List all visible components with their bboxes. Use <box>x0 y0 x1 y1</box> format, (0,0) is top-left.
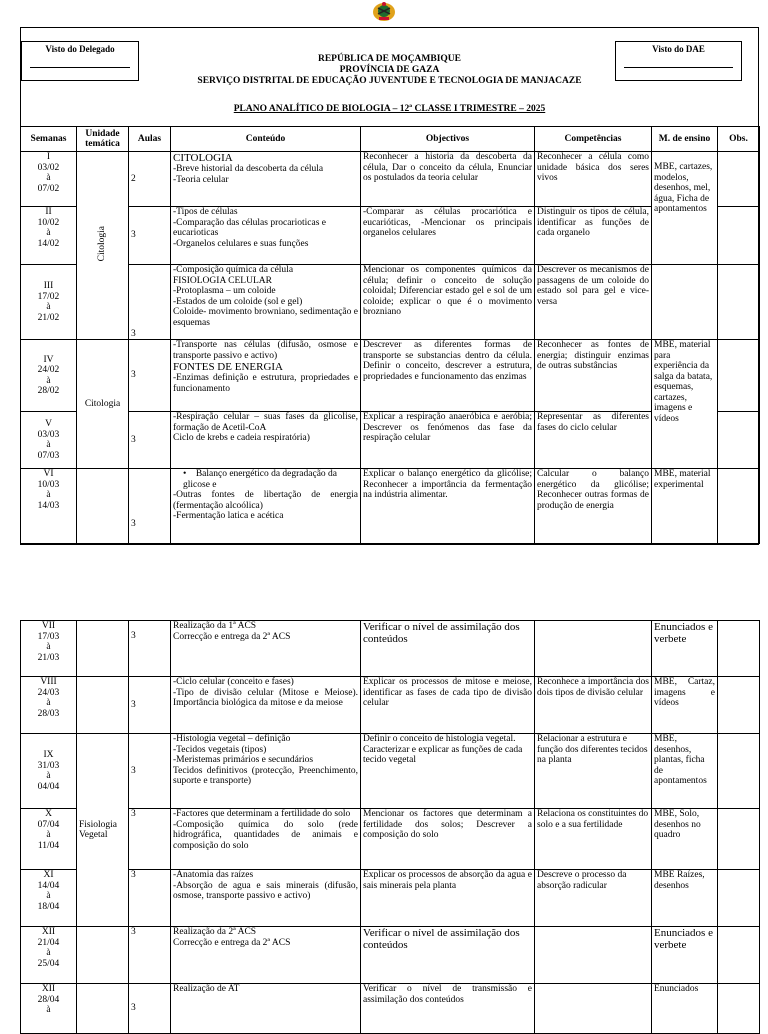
table-row <box>21 152 760 207</box>
metodos-cell: MBE, Cartaz, imagens e vídeos <box>652 677 718 734</box>
obs-cell <box>718 677 760 734</box>
aulas-cell: 3 <box>129 677 171 734</box>
week-cell: VI 10/03 à 14/03 <box>21 469 77 544</box>
metodos-cell: Enunciados e verbete <box>652 621 718 677</box>
page-one-frame <box>20 27 759 545</box>
objectivos-cell: Verificar o nível de transmissão e assimilação dos conteúdos <box>361 984 535 1034</box>
conteudo-cell: CITOLOGIA -Breve historial da descoberta da célula -Teoria celular <box>171 152 361 207</box>
objectivos-cell: Explicar a respiração anaeróbica e aeróbia; Descrever os fenómenos das fase da respiração celular <box>361 412 535 469</box>
table-row <box>21 207 760 265</box>
conteudo-cell: -Histologia vegetal – definição -Tecidos vegetais (tipos) -Meristemas primários e secundários Tecidos definitivos (protecção, Preenchimento, suporte e transporte) <box>171 734 361 809</box>
table-row <box>21 621 760 677</box>
objectivos-cell: -Comparar as células procariótica e eucarióticas, -Mencionar os principais organelos celulares <box>361 207 535 265</box>
week-cell: VIII 24/03 à 28/03 <box>21 677 77 734</box>
table-row <box>21 469 760 544</box>
aulas-cell: 3 <box>129 412 171 469</box>
col-metodos: M. de ensino <box>652 127 718 152</box>
aulas-cell: 3 <box>129 870 171 927</box>
competencias-cell: Representar as diferentes fases do ciclo celular <box>535 412 652 469</box>
week-cell: V 03/03 à 07/03 <box>21 412 77 469</box>
obs-cell <box>718 265 760 340</box>
metodos-cell: MBE, material para experiência da salga da batata, esquemas, cartazes, imagens e vídeos <box>652 340 718 469</box>
objectivos-cell: Reconhecer a historia da descoberta da célula, Dar o conceito da célula, Enunciar os postulados da teoria celular <box>361 152 535 207</box>
objectivos-cell: Definir o conceito de histologia vegetal. Caracterizar e explicar as funções de cada tecido vegetal <box>361 734 535 809</box>
table-row <box>21 927 760 984</box>
objectivos-cell: Verificar o nível de assimilação dos conteúdos <box>361 621 535 677</box>
table-row <box>21 340 760 412</box>
visto-dae-label: Visto do DAE <box>652 44 705 54</box>
plan-table-page1 <box>20 126 760 544</box>
week-cell: III 17/02 à 21/02 <box>21 265 77 340</box>
competencias-cell: Descrever os mecanismos de passagens de um coloide do estado sol para gel e vice-versa <box>535 265 652 340</box>
unit-cell-empty <box>77 927 129 984</box>
col-competencias: Competências <box>535 127 652 152</box>
metodos-cell: Enunciados e verbete <box>652 927 718 984</box>
competencias-cell <box>535 927 652 984</box>
metodos-cell: Enunciados <box>652 984 718 1034</box>
bullet-item: • Balanço energético da degradação da glicose e <box>183 469 338 490</box>
aulas-cell: 3 <box>129 265 171 340</box>
competencias-cell: Distinguir os tipos de célula, identificar as funções de cada organelo <box>535 207 652 265</box>
unit-cell-empty <box>77 984 129 1034</box>
objectivos-cell: Mencionar os componentes químicos da célula; definir o conceito de solução coloidal; Diferenciar estado gel e sol de um coloide; explicar o que é o movimento brozniano <box>361 265 535 340</box>
aulas-cell: 3 <box>129 207 171 265</box>
week-cell: IV 24/02 à 28/02 <box>21 340 77 412</box>
week-cell: XI 14/04 à 18/04 <box>21 870 77 927</box>
competencias-cell: Reconhece a importância dos dois tipos de divisão celular <box>535 677 652 734</box>
unit-cell-citologia-vertical: Citologia <box>77 152 129 340</box>
aulas-cell: 3 <box>129 927 171 984</box>
conteudo-cell: -Anatomia das raízes -Absorção de agua e sais minerais (difusão, osmose, transporte passivo e activo) <box>171 870 361 927</box>
obs-cell <box>718 207 760 265</box>
obs-cell <box>718 927 760 984</box>
competencias-cell: Calcular o balanço energético da glicólise; Reconhecer outras formas de produção de energia <box>535 469 652 544</box>
competencias-cell: Relaciona os constituintes do solo e a sua fertilidade <box>535 809 652 870</box>
table-row <box>21 412 760 469</box>
obs-cell <box>718 984 760 1034</box>
aulas-cell: 3 <box>129 621 171 677</box>
conteudo-cell: Realização de AT <box>171 984 361 1034</box>
conteudo-cell: -Composição química da célula FISIOLOGIA CELULAR -Protoplasma – um coloide -Estados de um coloide (sol e gel) Coloide- movimento browniano, sedimentação e esquemas <box>171 265 361 340</box>
aulas-cell: 3 <box>129 734 171 809</box>
obs-cell <box>718 152 760 207</box>
objectivos-cell: Verificar o nível de assimilação dos conteúdos <box>361 927 535 984</box>
obs-cell <box>718 870 760 927</box>
week-cell: IX 31/03 à 04/04 <box>21 734 77 809</box>
metodos-cell: MBE, Solo, desenhos no quadro <box>652 809 718 870</box>
plan-title: PLANO ANALÍTICO DE BIOLOGIA – 12ª CLASSE I TRIMESTRE – 2025 <box>233 104 546 114</box>
metodos-cell: MBE, cartazes, modelos, desenhos, mel, água, Ficha de apontamentos <box>652 152 718 265</box>
table-row <box>21 265 760 340</box>
aulas-cell: 2 <box>129 152 171 207</box>
obs-cell <box>718 621 760 677</box>
conteudo-cell: Realização da 1ª ACS Correcção e entrega da 2ª ACS <box>171 621 361 677</box>
objectivos-cell: Explicar os processos de absorção da agua e sais minerais pela planta <box>361 870 535 927</box>
week-cell: II 10/02 à 14/02 <box>21 207 77 265</box>
week-cell: VII 17/03 à 21/03 <box>21 621 77 677</box>
objectivos-cell: Explicar os processos de mitose e meiose, identificar as fases de cada tipo de divisão celular <box>361 677 535 734</box>
week-cell: XII 28/04 à <box>21 984 77 1034</box>
col-obs: Obs. <box>718 127 760 152</box>
week-cell: XII 21/04 à 25/04 <box>21 927 77 984</box>
week-cell: I 03/02 à 07/02 <box>21 152 77 207</box>
visto-delegado-label: Visto do Delegado <box>45 44 115 54</box>
metodos-cell: MBE, desenhos, plantas, ficha de apontamentos <box>652 734 718 809</box>
table-header-row <box>21 127 760 152</box>
unit-cell-citologia: Citologia <box>77 340 129 469</box>
republic-title: REPÚBLICA DE MOÇAMBIQUE <box>317 54 462 64</box>
conteudo-cell: -Transporte nas células (difusão, osmose e transporte passivo e activo) FONTES DE ENERGIA -Enzimas definição e estrutura, propriedades e funcionamento <box>171 340 361 412</box>
conteudo-cell: -Tipos de células -Comparação das células procarioticas e eucarioticas -Organelos celulares e suas funções <box>171 207 361 265</box>
col-unidade: Unidade temática <box>77 127 129 152</box>
aulas-cell: 3 <box>129 809 171 870</box>
aulas-cell: 3 <box>129 469 171 544</box>
objectivos-cell: Descrever as diferentes formas de transporte se substancias dentro da célula. Definir o conceito, descrever a estrutura, propriedades e funcionamento das enzimas <box>361 340 535 412</box>
col-semanas: Semanas <box>21 127 77 152</box>
week-cell: X 07/04 à 11/04 <box>21 809 77 870</box>
service-title: SERVIÇO DISTRITAL DE EDUCAÇÃO JUVENTUDE E TECNOLOGIA DE MANJACAZE <box>197 76 582 86</box>
table-row <box>21 734 760 809</box>
metodos-cell: MBE Raízes, desenhos <box>652 870 718 927</box>
table-row <box>21 677 760 734</box>
competencias-cell <box>535 984 652 1034</box>
bullet-icon: • <box>183 469 196 479</box>
unit-cell-fisiologia: Fisiologia Vegetal <box>77 734 129 927</box>
competencias-cell: Relacionar a estrutura e função dos diferentes tecidos na planta <box>535 734 652 809</box>
conteudo-cell: -Factores que determinam a fertilidade do solo -Composição química do solo (rede hidrográfica, quantidades de animais e composição do solo <box>171 809 361 870</box>
conteudo-cell: Realização da 2ª ACS Correcção e entrega da 2ª ACS <box>171 927 361 984</box>
aulas-cell: 3 <box>129 984 171 1034</box>
competencias-cell: Reconhecer as fontes de energia; distinguir enzimas de outras substâncias <box>535 340 652 412</box>
objectivos-cell: Explicar o balanço energético da glicólise; Reconhecer a importância da fermentação na indústria alimentar. <box>361 469 535 544</box>
col-objectivos: Objectivos <box>361 127 535 152</box>
competencias-cell <box>535 621 652 677</box>
obs-cell <box>718 809 760 870</box>
metodos-cell <box>652 265 718 340</box>
unit-cell-empty <box>77 677 129 734</box>
conteudo-cell: -Ciclo celular (conceito e fases) -Tipo de divisão celular (Mitose e Meiose). Importância biológica da mitose e da meiose <box>171 677 361 734</box>
obs-cell <box>718 340 760 412</box>
aulas-cell: 3 <box>129 340 171 412</box>
province-title: PROVÍNCIA DE GAZA <box>339 65 440 75</box>
obs-cell <box>718 469 760 544</box>
competencias-cell: Descreve o processo da absorção radicular <box>535 870 652 927</box>
col-conteudo: Conteúdo <box>171 127 361 152</box>
table-row <box>21 870 760 927</box>
col-aulas: Aulas <box>129 127 171 152</box>
obs-cell <box>718 734 760 809</box>
conteudo-cell: • Balanço energético da degradação da glicose e -Outras fontes de libertação de energia (fermentação alcoólica) -Fermentação latica e acética <box>171 469 361 544</box>
conteudo-cell: -Respiração celular – suas fases da glicolise, formação de Acetil-CoA Ciclo de krebs e cadeia respiratória) <box>171 412 361 469</box>
table-row <box>21 984 760 1034</box>
metodos-cell: MBE, material experimental <box>652 469 718 544</box>
obs-cell <box>718 412 760 469</box>
objectivos-cell: Mencionar os factores que determinam a fertilidade dos solos; Descrever a composição do solo <box>361 809 535 870</box>
mozambique-emblem-icon <box>371 0 397 22</box>
unit-cell-empty <box>77 621 129 677</box>
table-row <box>21 809 760 870</box>
plan-table-page2 <box>20 620 760 1034</box>
unit-cell-empty <box>77 469 129 544</box>
competencias-cell: Reconhecer a célula como unidade básica dos seres vivos <box>535 152 652 207</box>
